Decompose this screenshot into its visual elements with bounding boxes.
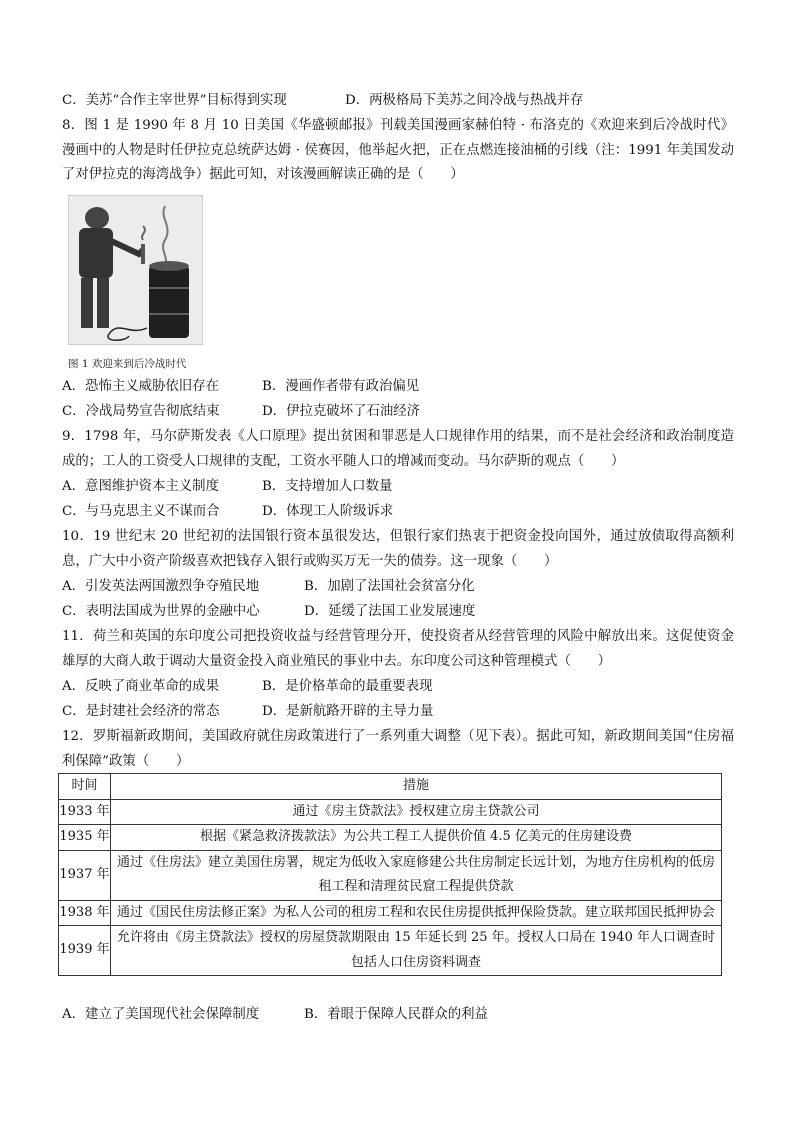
figure-caption: 图 1 欢迎来到后冷战时代 bbox=[68, 358, 187, 370]
q11-stem: 11．荷兰和英国的东印度公司把投资收益与经营管理分开，使投资者从经营管理的风险中解放出来。这促使资金雄厚的大商人敢于调动大量资金投入商业殖民的事业中去。东印度公司这种管理模式（ ） bbox=[62, 629, 734, 669]
table-row bbox=[59, 799, 722, 825]
q11-option-c: C．是封建社会经济的常态 bbox=[62, 704, 220, 719]
q7-option-d: D．两极格局下美苏之间冷战与热战并存 bbox=[345, 93, 584, 108]
housing-policy-table bbox=[58, 773, 722, 976]
table-row bbox=[59, 926, 722, 976]
q12-option-a: A．建立了美国现代社会保障制度 bbox=[62, 1007, 260, 1022]
table-header-row bbox=[59, 774, 722, 800]
row-year: 1933 年 bbox=[59, 799, 111, 825]
q12-stem: 12．罗斯福新政期间，美国政府就住房政策进行了一系列重大调整（见下表）。据此可知，新政期间美国“住房福利保障”政策（ ） bbox=[62, 729, 734, 769]
q9-option-d: D．体现工人阶级诉求 bbox=[262, 504, 394, 519]
table-row bbox=[59, 850, 722, 900]
q10-option-d: D．延缓了法国工业发展速度 bbox=[304, 604, 476, 619]
q8-option-b: B．漫画作者带有政治偏见 bbox=[262, 379, 420, 394]
q11-option-b: B．是价格革命的最重要表现 bbox=[262, 679, 433, 694]
row-year: 1939 年 bbox=[59, 926, 111, 976]
q10-option-c: C．表明法国成为世界的金融中心 bbox=[62, 604, 260, 619]
q10-stem: 10．19 世纪末 20 世纪初的法国银行资本虽很发达，但银行家们热衷于把资金投向国外，通过放债取得高额利息，广大中小资产阶级喜欢把钱存入银行或购买万无一失的债券。这一现象（ ） bbox=[62, 529, 734, 569]
row-year: 1937 年 bbox=[59, 850, 111, 900]
cartoon-image bbox=[69, 196, 202, 344]
row-measure: 通过《住房法》建立美国住房署，规定为低收入家庭修建公共住房制定长远计划，为地方住房机构的低房租工程和清理贫民窟工程提供贷款 bbox=[111, 850, 722, 900]
q9-stem: 9．1798 年，马尔萨斯发表《人口原理》提出贫困和罪恶是人口规律作用的结果，而不是社会经济和政治制度造成的；工人的工资受人口规律的支配，工资水平随人口的增减而变动。马尔萨斯的观点（ ） bbox=[62, 429, 734, 469]
header-measure: 措施 bbox=[111, 774, 722, 800]
header-year: 时间 bbox=[59, 774, 111, 800]
table-row bbox=[59, 825, 722, 851]
q7-option-c: C．美苏“合作主宰世界”目标得到实现 bbox=[62, 93, 287, 108]
q11-option-d: D．是新航路开辟的主导力量 bbox=[262, 704, 434, 719]
q8-option-a: A．恐怖主义威胁依旧存在 bbox=[62, 379, 219, 394]
q9-option-c: C．与马克思主义不谋而合 bbox=[62, 504, 220, 519]
q10-option-b: B．加剧了法国社会贫富分化 bbox=[304, 579, 475, 594]
row-year: 1938 年 bbox=[59, 900, 111, 926]
q8-option-d: D．伊拉克破坏了石油经济 bbox=[262, 404, 421, 419]
q9-option-b: B．支持增加人口数量 bbox=[262, 479, 393, 494]
table-row bbox=[59, 900, 722, 926]
q12-option-b: B．着眼于保障人民群众的利益 bbox=[304, 1007, 488, 1022]
row-measure: 通过《国民住房法修正案》为私人公司的租房工程和农民住房提供抵押保险贷款。建立联邦国民抵押协会 bbox=[111, 900, 722, 926]
row-measure: 允许将由《房主贷款法》授权的房屋贷款期限由 15 年延长到 25 年。授权人口局在 1940 年人口调查时包括人口住房资料调查 bbox=[111, 926, 722, 976]
q10-option-a: A．引发英法两国激烈争夺殖民地 bbox=[62, 579, 260, 594]
q9-option-a: A．意图维护资本主义制度 bbox=[62, 479, 219, 494]
q8-option-c: C．冷战局势宣告彻底结束 bbox=[62, 404, 220, 419]
row-year: 1935 年 bbox=[59, 825, 111, 851]
row-measure: 根据《紧急救济拨款法》为公共工程工人提供价值 4.5 亿美元的住房建设费 bbox=[111, 825, 722, 851]
q8-stem: 8．图 1 是 1990 年 8 月 10 日美国《华盛顿邮报》刊载美国漫画家赫伯特 · 布洛克的《欢迎来到后冷战时代》漫画中的人物是时任伊拉克总统萨达姆 · 侯赛因，他举起火把，正在点燃连接油桶的引线（注：1991 年美国发动了对伊拉克的海湾战争）据此可知，对该漫画解读正确的是（ ） bbox=[62, 118, 734, 182]
row-measure: 通过《房主贷款法》授权建立房主贷款公司 bbox=[111, 799, 722, 825]
cartoon-figure bbox=[68, 195, 203, 345]
q11-option-a: A．反映了商业革命的成果 bbox=[62, 679, 219, 694]
